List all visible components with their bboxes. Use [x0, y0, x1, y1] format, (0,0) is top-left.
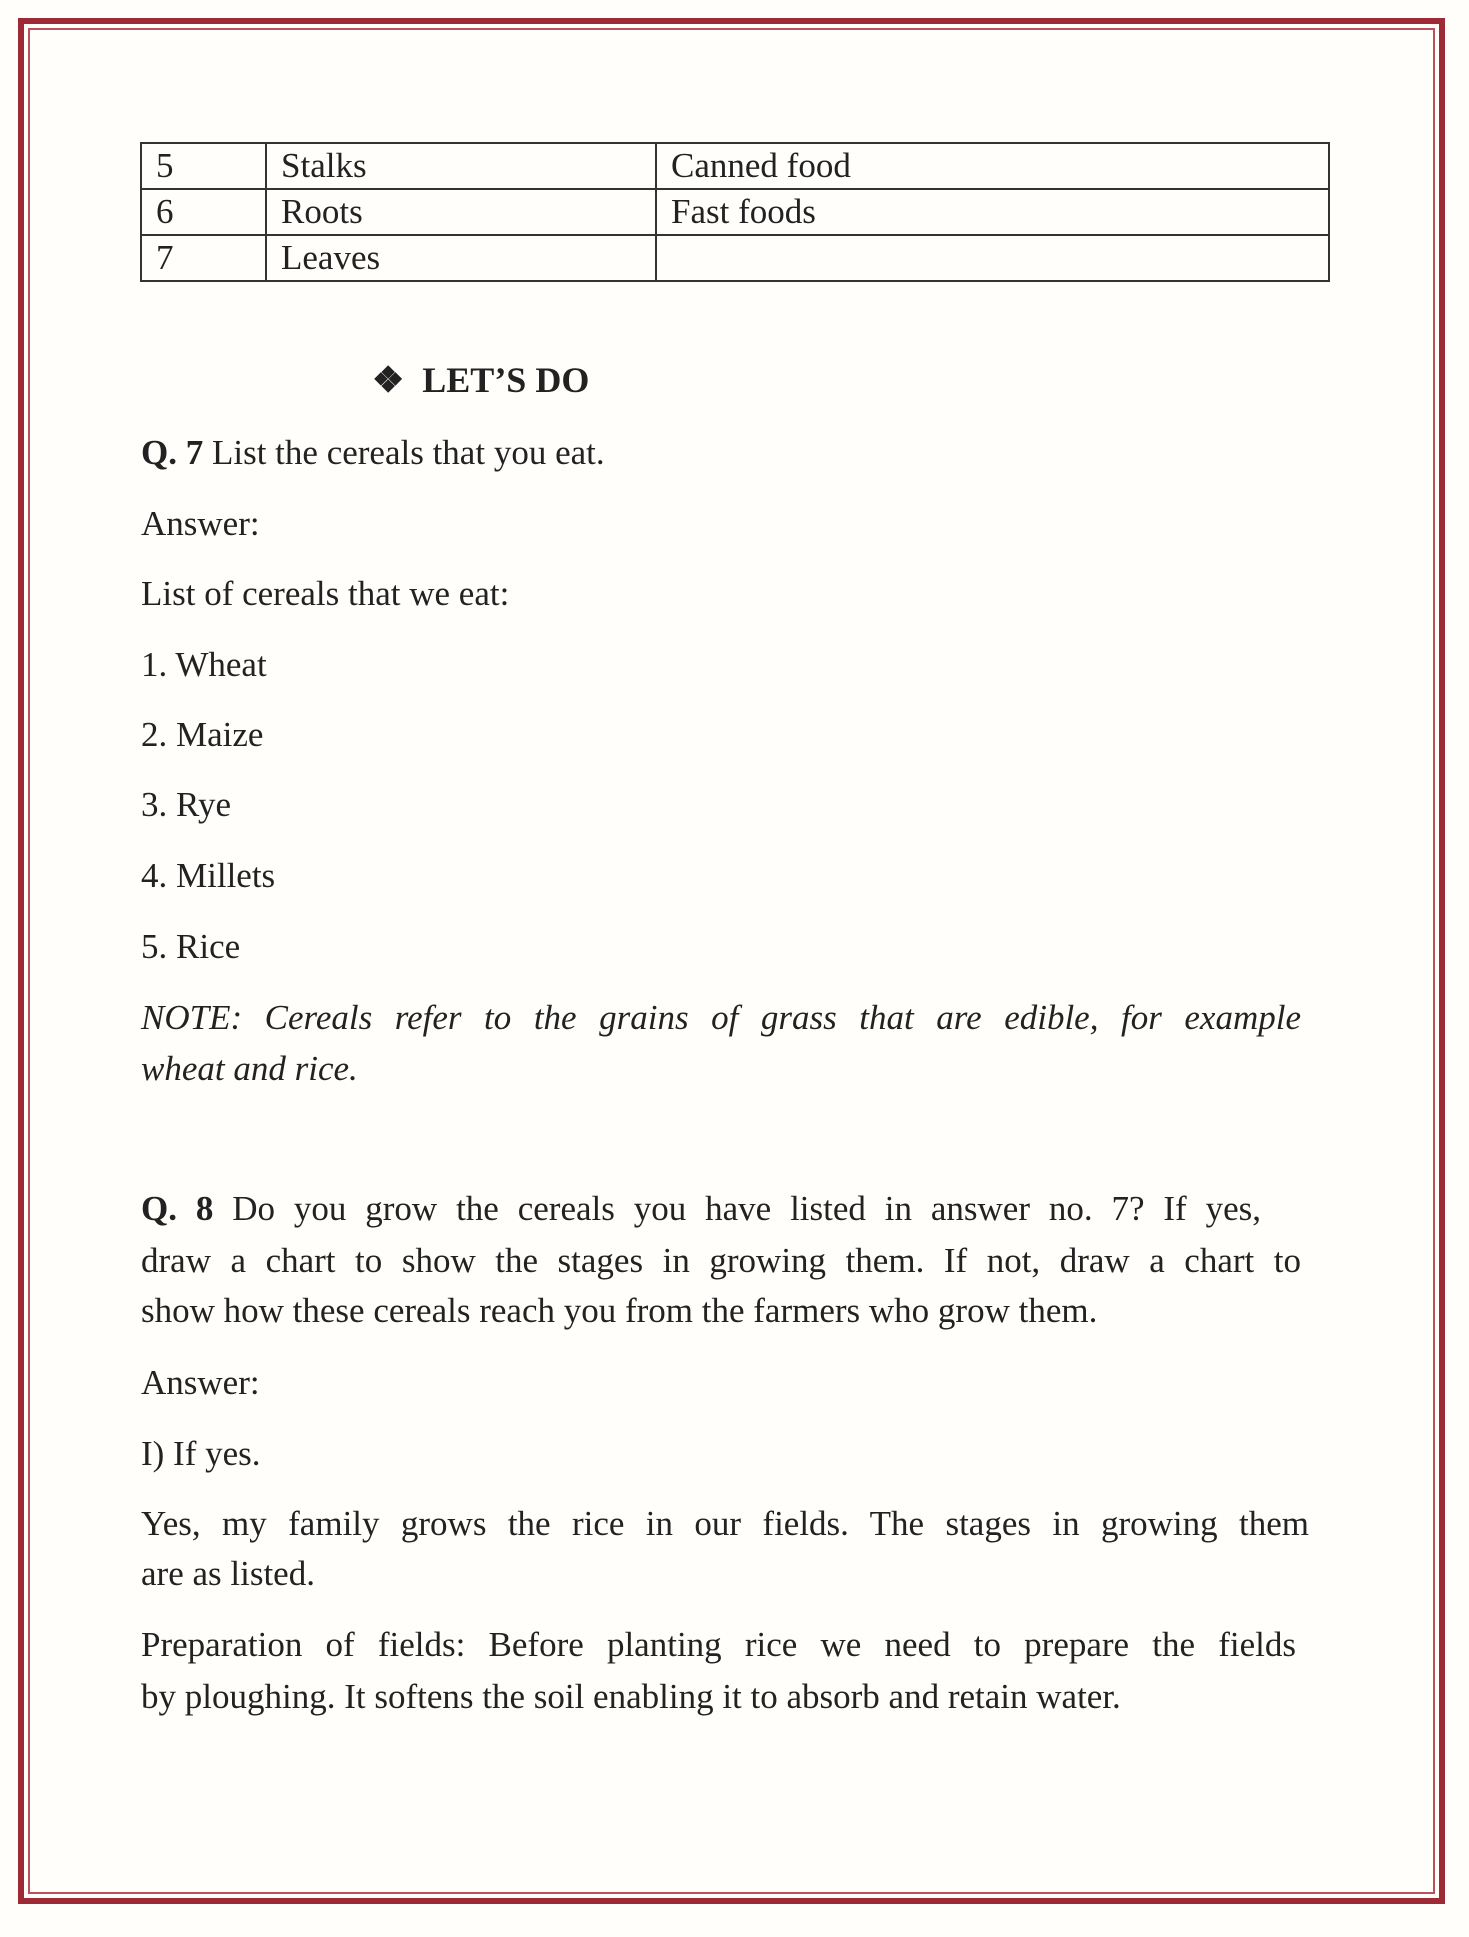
- q8-paragraph: by ploughing. It softens the soil enabling it to absorb and retain water.: [141, 1677, 1121, 1716]
- heading-text: LET’S DO: [422, 360, 590, 400]
- table-row: [141, 143, 1329, 189]
- table-cell: [656, 235, 1329, 281]
- q7-text: List the cereals that you eat.: [211, 433, 605, 472]
- q8-answer-label: Answer:: [141, 1363, 260, 1402]
- q8-text: show how these cereals reach you from the farmers who grow them.: [141, 1291, 1098, 1330]
- table-row: [141, 189, 1329, 235]
- q7-question: [141, 433, 605, 473]
- list-item: 5. Rice: [141, 927, 241, 966]
- q8-paragraph: are as listed.: [141, 1554, 315, 1593]
- q8-case: I) If yes.: [141, 1434, 261, 1473]
- table-cell: 6: [141, 189, 266, 235]
- table-cell: Roots: [266, 189, 656, 235]
- list-item: 4. Millets: [141, 856, 276, 895]
- q8-paragraph: Yes, my family grows the rice in our fields. The stages in growing them: [141, 1504, 1309, 1543]
- q7-note: NOTE: Cereals refer to the grains of grass that are edible, for example: [141, 998, 1301, 1037]
- table-cell: Canned food: [656, 143, 1329, 189]
- q7-label: Q. 7: [141, 433, 204, 472]
- q8-text: draw a chart to show the stages in growing them. If not, draw a chart to: [141, 1241, 1301, 1280]
- q8-question: [141, 1189, 1261, 1229]
- table-cell: Fast foods: [656, 189, 1329, 235]
- q8-paragraph: Preparation of fields: Before planting rice we need to prepare the fields: [141, 1625, 1296, 1664]
- list-item: 1. Wheat: [141, 645, 267, 684]
- food-table: [140, 142, 1330, 282]
- four-diamond-bullet-icon: ❖: [372, 360, 405, 400]
- table-cell: Leaves: [266, 235, 656, 281]
- q8-label: Q. 8: [141, 1189, 214, 1228]
- q8-text: Do you grow the cereals you have listed in answer no. 7? If yes,: [232, 1189, 1261, 1228]
- q7-note: wheat and rice.: [141, 1049, 358, 1088]
- table-cell: 5: [141, 143, 266, 189]
- section-heading: [372, 360, 589, 400]
- list-item: 2. Maize: [141, 715, 264, 754]
- q7-answer-label: Answer:: [141, 504, 260, 543]
- q7-intro: List of cereals that we eat:: [141, 574, 510, 613]
- list-item: 3. Rye: [141, 785, 231, 824]
- table-row: [141, 235, 1329, 281]
- table-cell: Stalks: [266, 143, 656, 189]
- table-cell: 7: [141, 235, 266, 281]
